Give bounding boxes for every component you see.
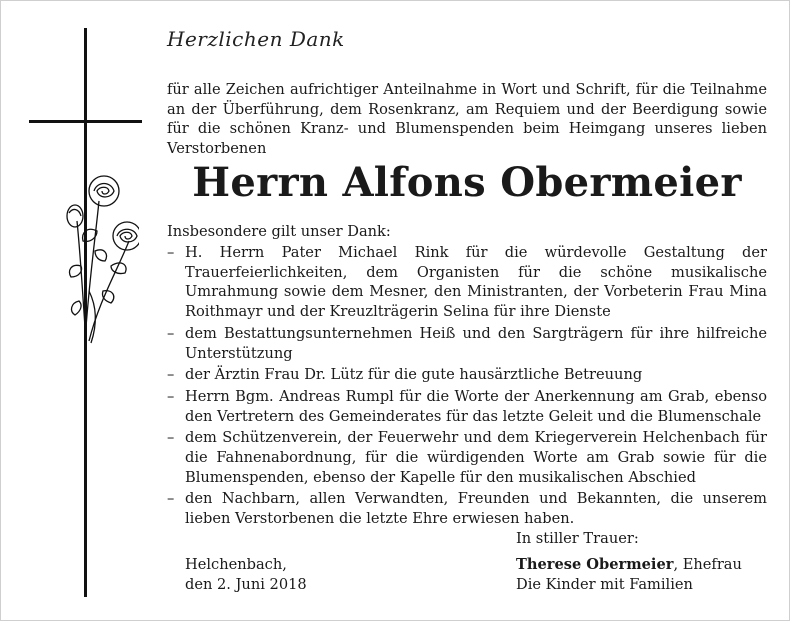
survivor-line bbox=[516, 555, 742, 575]
cross-horizontal-beam bbox=[29, 120, 142, 123]
list-item-text: der Ärztin Frau Dr. Lütz für die gute hausärztliche Betreuung bbox=[185, 366, 643, 384]
survivors bbox=[516, 555, 742, 594]
survivor-relation: , Ehefrau bbox=[673, 556, 742, 573]
dash: – bbox=[167, 366, 175, 384]
deceased-name: Herrn Alfons Obermeier bbox=[192, 159, 742, 206]
dash: – bbox=[167, 429, 175, 447]
mourning-label: In stiller Trauer: bbox=[516, 530, 639, 547]
list-item bbox=[167, 428, 767, 487]
roses-icon bbox=[59, 171, 139, 346]
list-item-text: dem Bestattungsunternehmen Heiß und den Sargträgern für ihre hilfreiche Unterstützung bbox=[185, 324, 767, 362]
heading: Herzlichen Dank bbox=[167, 27, 345, 51]
list-item bbox=[167, 243, 767, 322]
dash: – bbox=[167, 387, 175, 405]
list-item-text: H. Herrn Pater Michael Rink für die würdevolle Gestaltung der Trauerfeierlichkeiten, dem Organisten für die schöne musikalische Umrahmung sowie dem Mesner, den Ministranten, der Vorbeterin Frau Mina Roithmayr und der Kreuzlträgerin Selina für ihre Dienste bbox=[185, 244, 767, 321]
survivor-name: Therese Obermeier bbox=[516, 556, 674, 573]
thanks-list bbox=[167, 243, 767, 531]
dash: – bbox=[167, 490, 175, 508]
list-item-text: Herrn Bgm. Andreas Rumpl für die Worte der Anerkennung am Grab, ebenso den Vertretern des Gemeinderates für das letzte Geleit und die Blumenschale bbox=[185, 387, 767, 425]
survivor-others: Die Kinder mit Familien bbox=[516, 575, 693, 593]
list-item bbox=[167, 387, 767, 426]
list-item bbox=[167, 489, 767, 528]
list-item bbox=[167, 365, 767, 385]
place-date bbox=[185, 555, 307, 594]
list-item-text: dem Schützenverein, der Feuerwehr und dem Kriegerverein Helchenbach für die Fahnenabordnung, für die würdigenden Worte am Grab sowie für die Blumenspenden, ebenso der Kapelle für den musikalischen Abschied bbox=[185, 429, 767, 486]
dash: – bbox=[167, 244, 175, 261]
thanks-intro: Insbesondere gilt unser Dank: bbox=[167, 223, 391, 240]
place: Helchenbach, bbox=[185, 556, 287, 573]
date: den 2. Juni 2018 bbox=[185, 575, 307, 593]
list-item-text: den Nachbarn, allen Verwandten, Freunden und Bekannten, die unserem lieben Verstorbenen die letzte Ehre erwiesen haben. bbox=[185, 490, 767, 528]
intro-paragraph: für alle Zeichen aufrichtiger Anteilnahme in Wort und Schrift, für die Teilnahme an der Überführung, dem Rosenkranz, am Requiem und der Beerdigung sowie für die schönen Kranz- und Blumenspenden beim Heimgang unseres lieben Verstorbenen bbox=[167, 81, 767, 158]
list-item bbox=[167, 324, 767, 363]
dash: – bbox=[167, 324, 175, 342]
